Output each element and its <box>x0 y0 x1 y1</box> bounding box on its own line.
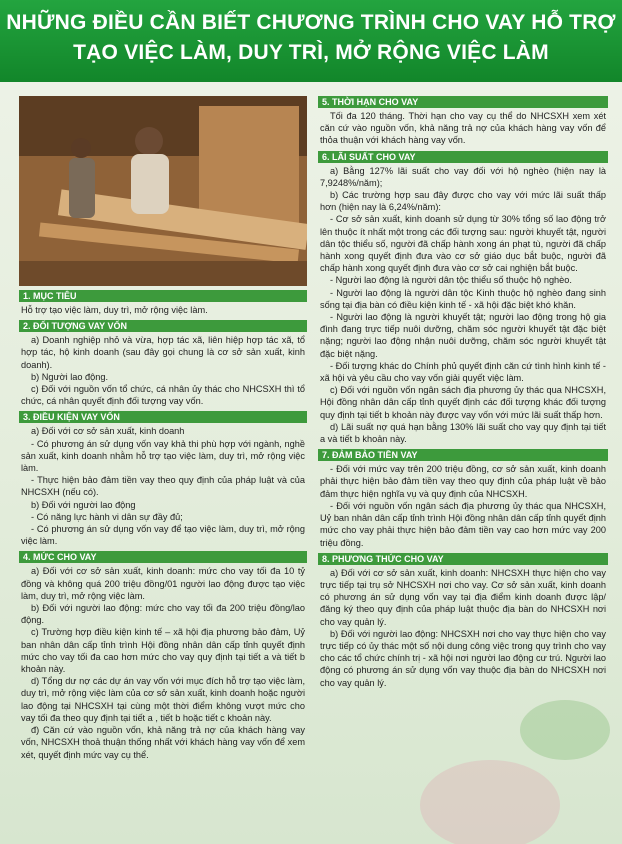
paragraph: b) Người lao động. <box>31 371 109 382</box>
section-header-dieu-kien: 3. ĐIỀU KIỆN VAY VỐN <box>19 411 307 423</box>
section-header-doi-tuong: 2. ĐỐI TƯỢNG VAY VỐN <box>19 320 307 332</box>
section-header-muc-cho-vay: 4. MỨC CHO VAY <box>19 551 307 563</box>
paragraph: a) Bằng 127% lãi suất cho vay đối với hộ nghèo (hiện nay là 7,9248%/năm); <box>320 165 606 188</box>
section-header-dam-bao: 7. ĐẢM BẢO TIỀN VAY <box>318 449 608 461</box>
section-body-dieu-kien <box>21 425 305 547</box>
paragraph: d) Lãi suất nợ quá hạn bằng 130% lãi suất cho vay quy định tại tiết a và tiết b khoản này. <box>320 421 606 445</box>
paragraph: - Có phương án sử dụng vốn vay để tạo việc làm, duy trì, mở rộng việc làm. <box>21 524 305 547</box>
paragraph: - Cơ sở sản xuất, kinh doanh sử dụng từ 30% tổng số lao động trở lên thuộc ít nhất một trong các đối tượng sau: người khuyết tật, người dân tộc thiểu số, người đã chấp hành xong án phạt tù, người đã chấp hành xong quyết định đưa vào cơ sở giáo dục bắt buộc, người đã chấp hành xong quyết định đưa vào cơ sở cai nghiện bắt buộc. <box>320 214 606 274</box>
paragraph: d) Tổng dư nợ các dự án vay vốn với mục đích hỗ trợ tạo việc làm, duy trì, mở rộng việc làm của cơ sở sản xuất, kinh doanh hoặc người lao động tại NHCSXH tại cùng một thời điểm không vượt mức cho vay tối đa theo quy định tại tiết a , tiết b hoặc tiết c khoản này. <box>21 676 305 723</box>
paragraph: c) Trường hợp điều kiện kinh tế – xã hội địa phương bảo đảm, Uỷ ban nhân dân cấp tỉnh trình Hội đồng nhân dân cấp tỉnh quyết định mức cho vay tối đa cao hơn mức cho vay quy định tại tiết a và tiết b khoản này. <box>21 627 305 675</box>
paragraph: a) Doanh nghiệp nhỏ và vừa, hợp tác xã, liên hiệp hợp tác xã, tổ hợp tác, hộ kinh doanh (sau đây gọi chung là cơ sở sản xuất, kinh doanh). <box>21 335 305 370</box>
paragraph: b) Các trường hợp sau đây được cho vay với mức lãi suất thấp hơn (hiện nay là 6,24%/năm): <box>320 190 606 213</box>
paragraph: - Người lao động là người khuyết tật; người lao động trong hộ gia đình đang trực tiếp nuôi dưỡng, chăm sóc người khuyết tật đặc biệt nặng; người lao động nhận nuôi dưỡng, chăm sóc người khuyết tật đặc biệt nặng. <box>320 312 606 359</box>
paragraph: - Có năng lực hành vi dân sự đầy đủ; <box>31 511 183 522</box>
paragraph: a) Đối với cơ sở sản xuất, kinh doanh: mức cho vay tối đa 10 tỷ đồng và không quá 200 triệu đồng/01 người lao động được tạo việc làm, duy trì, mở rộng việc làm. <box>21 566 305 601</box>
paragraph: b) Đối với người lao động: mức cho vay tối đa 200 triệu đồng/lao động. <box>21 603 305 626</box>
paragraph: - Đối với nguồn vốn ngân sách địa phương ủy thác qua NHCSXH, Uỷ ban nhân dân cấp tỉnh trình Hội đồng nhân dân cấp tỉnh quyết định mức cho vay phải thực hiện bảo đảm tiền vay cao hơn mức vay 200 triệu đồng. <box>320 500 606 548</box>
paragraph: đ) Căn cứ vào nguồn vốn, khả năng trả nợ của khách hàng vay vốn, NHCSXH thoả thuận thống nhất với khách hàng vay vốn để xem xét, quyết định mức vay cụ thể. <box>21 725 305 760</box>
paragraph: b) Đối với người lao động: NHCSXH nơi cho vay thực hiện cho vay trực tiếp có ủy thác một số nội dung công việc trong quy trình cho vay cho các tổ chức chính trị - xã hội nơi người lao động cư trú. Người lao động có phương án sử dụng vốn vay thuộc địa bàn do NHCSXH nơi cho vay quản lý. <box>320 628 606 688</box>
section-header-phuong-thuc: 8. PHƯƠNG THỨC CHO VAY <box>318 553 608 565</box>
paragraph: b) Đối với người lao động <box>31 499 136 510</box>
photo-illustration <box>19 96 307 286</box>
title-banner <box>0 0 622 82</box>
lotus-decoration <box>420 760 560 844</box>
paragraph: - Đối tượng khác do Chính phủ quyết định căn cứ tình hình kinh tế - xã hội và yêu cầu cho vay vốn giải quyết việc làm. <box>320 360 606 384</box>
title-line-2: TẠO VIỆC LÀM, DUY TRÌ, MỞ RỘNG VIỆC LÀM <box>73 41 549 64</box>
section-header-muc-tieu: 1. MỤC TIÊU <box>19 290 307 302</box>
section-header-lai-suat: 6. LÃI SUẤT CHO VAY <box>318 151 608 163</box>
woodworking-photo <box>19 96 307 286</box>
paragraph: a) Đối với cơ sở sản xuất, kinh doanh <box>31 426 185 437</box>
paragraph: - Người lao động là người dân tộc thiểu số thuộc hộ nghèo. <box>330 275 572 286</box>
section-body-dam-bao <box>320 463 606 548</box>
leaf-decoration <box>520 700 610 760</box>
title-line-1: NHỮNG ĐIỀU CẦN BIẾT CHƯƠNG TRÌNH CHO VAY HỖ TRỢ <box>6 11 616 34</box>
section-header-thoi-han: 5. THỜI HẠN CHO VAY <box>318 96 608 108</box>
paragraph: - Có phương án sử dụng vốn vay khả thi phù hợp với ngành, nghề sản xuất, kinh doanh nhằm hỗ trợ tạo việc làm, duy trì, mở rộng việc làm. <box>21 438 305 474</box>
section-body-thoi-han <box>320 110 606 147</box>
left-column <box>19 96 307 761</box>
section-body-phuong-thuc <box>320 567 606 689</box>
paragraph: - Người lao động là người dân tộc Kinh thuộc hộ nghèo đang sinh sống tại địa bàn có điều kiện kinh tế - xã hội đặc biệt khó khăn. <box>320 287 606 310</box>
paragraph: Tối đa 120 tháng. Thời hạn cho vay cụ thể do NHCSXH xem xét căn cứ vào nguồn vốn, khả năng trả nợ của khách hàng vay vốn để thỏa thuận với khách hàng vay vốn. <box>320 111 606 146</box>
paragraph: c) Đối với nguồn vốn tổ chức, cá nhân ủy thác cho NHCSXH thì tổ chức, cá nhân quyết định đối tượng vay vốn. <box>21 384 305 407</box>
right-column <box>318 96 608 689</box>
section-body-muc-tieu <box>21 304 305 316</box>
paragraph: Hỗ trợ tạo việc làm, duy trì, mở rộng việc làm. <box>21 305 208 315</box>
paragraph: a) Đối với cơ sở sản xuất, kinh doanh: NHCSXH thực hiện cho vay trực tiếp tại trụ sở NHCSXH nơi cho vay. Cơ sở sản xuất, kinh doanh có phương án sử dụng vốn vay tại địa điểm kinh doanh được lập/đăng ký theo quy định của pháp luật thuộc địa bàn do NHCSXH nơi cho vay quản lý. <box>320 567 606 627</box>
paragraph: - Đối với mức vay trên 200 triệu đồng, cơ sở sản xuất, kinh doanh phải thực hiện bảo đảm tiền vay theo quy định của pháp luật về bảo đảm thực hiện nghĩa vụ và quy định của NHCSXH. <box>320 464 606 499</box>
paragraph: c) Đối với nguồn vốn ngân sách địa phương ủy thác qua NHCSXH, Hội đồng nhân dân cấp tỉnh quyết định các đối tượng khác đối tượng quy định tại tiết b khoản này được vay vốn với mức lãi suất thấp hơn. <box>320 385 606 420</box>
paragraph: - Thực hiện bảo đảm tiền vay theo quy định của pháp luật và của NHCSXH (nếu có). <box>21 475 305 498</box>
section-body-muc-cho-vay <box>21 565 305 760</box>
section-body-lai-suat <box>320 165 606 446</box>
section-body-doi-tuong <box>21 334 305 407</box>
